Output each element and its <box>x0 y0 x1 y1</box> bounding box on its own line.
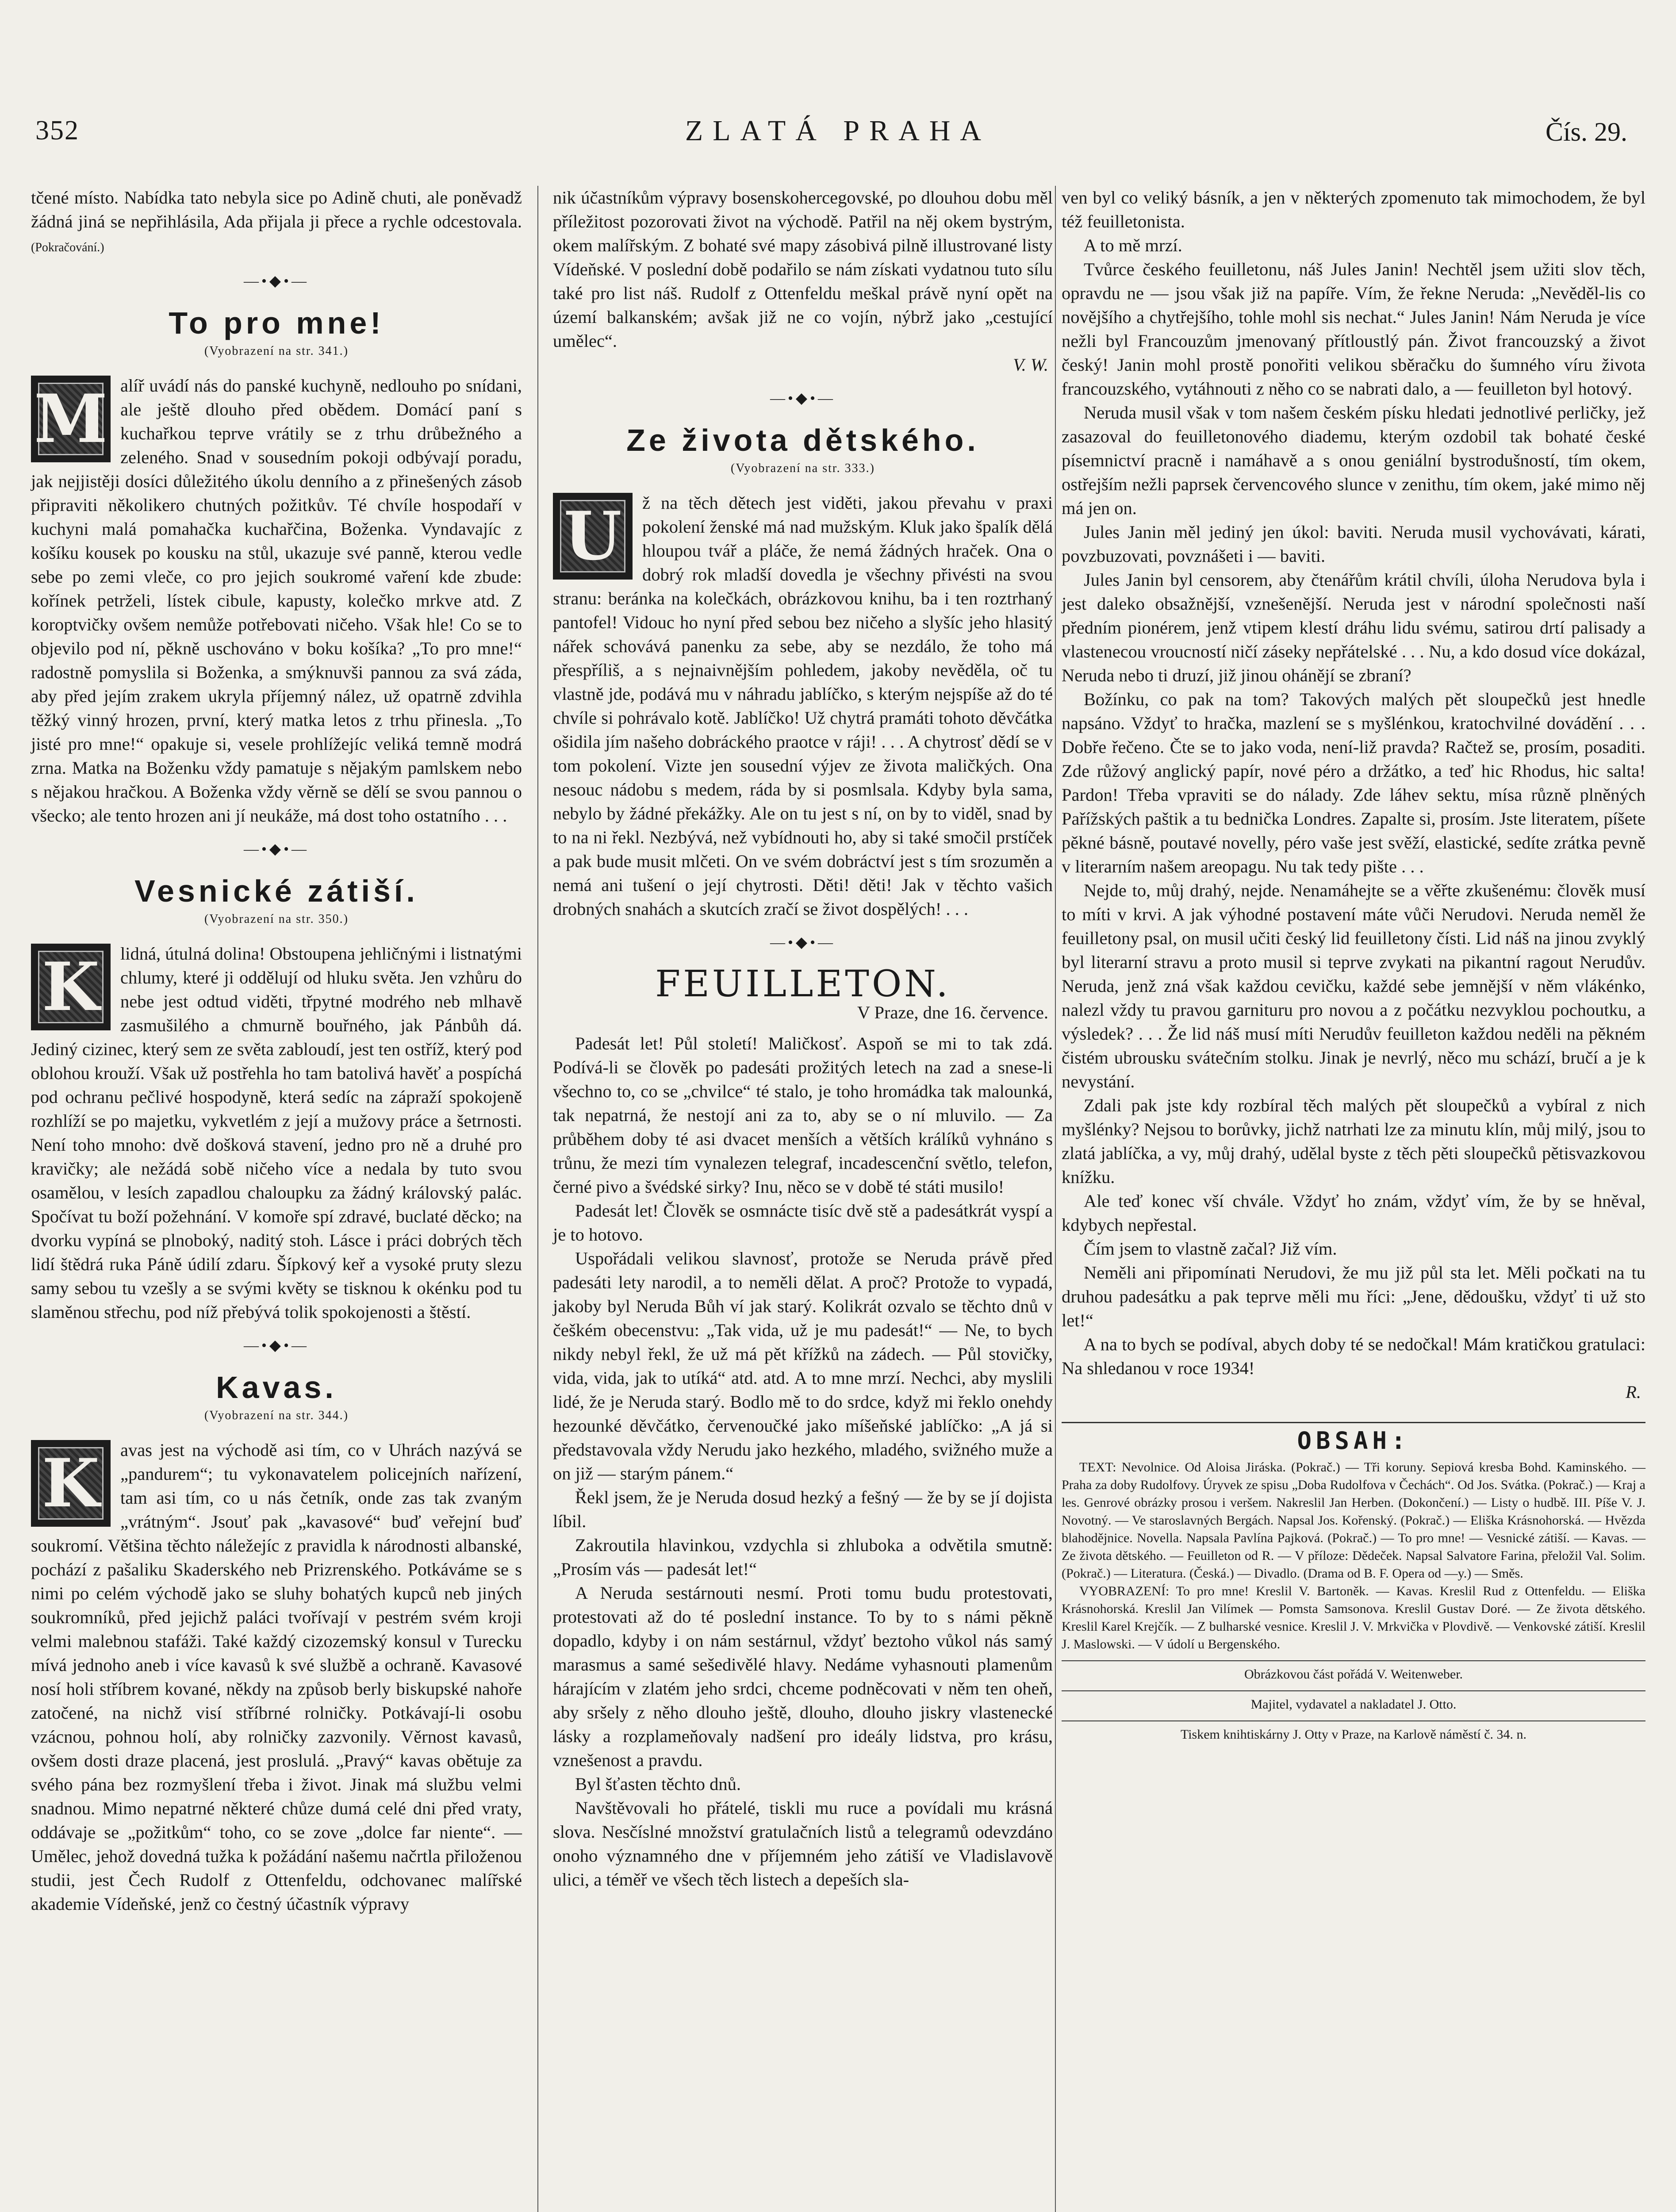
ornament-divider: —•◆•— <box>244 273 309 289</box>
feuilleton-title: FEUILLETON. <box>655 963 951 1005</box>
section-subtitle: (Vyobrazení na str. 333.) <box>730 461 875 475</box>
article-continuation: nik účastníkům výpravy bosenskohercegovské, po dlouhou dobu měl příležitost pozorovati život na východě. Patřil na něj okem bystrým, okem malířským. Z bohaté své mapy zásobivá pilně illustrované listy Vídeňské. V poslední době podařilo se nám získati vydatnou tuto sílu také pro list náš. Rudolf z Ottenfeldu meškal právě nyní opět na území balkanském; avšak již ne co vojín, nýbrž jako „cestující umělec“. <box>553 188 1053 351</box>
feuilleton-paragraph: Tvůrce českého feuilletonu, náš Jules Janin! Nechtěl jsem užiti slov těch, opravdu ne — jsou však již na papíře. Vím, že řekne Neruda: „Nevěděl-lis co novějšího a chytřejšího, tohle mohl sis nechat.“ Jules Janin! Nám Neruda je více nežli byl Francouzům jmenovaný přítloustlý pán. Život francouzský a život český! Janin mohl prostě ponořiti velikou sběračku do šumného víru života francouzského, vytáhnouti z něho co se nabrati dalo, a — feuilleton byl hotový. <box>1062 259 1645 399</box>
section-subtitle: (Vyobrazení na str. 341.) <box>204 344 349 358</box>
ornament-divider: —•◆•— <box>244 841 309 857</box>
feuilleton-paragraph: Padesát let! Člověk se osmnácte tisíc dvě stě a padesátkrát vyspí a je to hotovo. <box>553 1201 1053 1244</box>
ornament-divider: —•◆•— <box>770 390 836 407</box>
masthead-title: ZLATÁ PRAHA <box>685 115 991 147</box>
section-subtitle: (Vyobrazení na str. 344.) <box>204 1409 349 1422</box>
toc-editor-line: Obrázkovou část pořádá V. Weitenweber. <box>1062 1660 1645 1683</box>
section-subtitle: (Vyobrazení na str. 350.) <box>204 912 349 926</box>
feuilleton-paragraph: A to mě mrzí. <box>1084 235 1182 255</box>
feuilleton-paragraph: Čím jsem to vlastně začal? Již vím. <box>1084 1239 1337 1259</box>
feuilleton-paragraph: ven byl co veliký básník, a jen v některých zpomenuto tak mimochodem, že byl též feuilletonista. <box>1062 188 1645 231</box>
feuilleton-paragraph: Uspořádali velikou slavnosť, protože se Neruda právě před padesáti lety narodil, a to neměli dělat. A proč? Protože to vypadá, jakoby byl Neruda Bůh ví jak starý. Kolikrát ozvalo se těchto dnů v češkém obecenstvu: „Tak vida, už je mu padesát!“ — Ne, to bych nikdy nebyl řekl, že už má pět křížků na zádech. — Půl stovičky, vida, vida, jak to utíká“ atd. atd. A to mne mrzí. Nechci, aby myslili lidé, že je Neruda starý. Bodlo mě to do srdce, když mi řeklo onehdy hezounké děvčátko, červenoučké jako míšeňské jablíčko: „A já si představovala vždy Nerudu jako hezkého, mladého, svižného muže a on již — starým pánem.“ <box>553 1248 1053 1483</box>
feuilleton-paragraph: Neměli ani připomínati Nerudovi, že mu již půl sta let. Měli počkati na tu druhou padesátku a pak teprve měli mu říci: „Jene, dědoušku, vždyť ti už sto let!“ <box>1062 1263 1645 1330</box>
feuilleton-date: V Praze, dne 16. července. <box>857 1002 1048 1022</box>
feuilleton-paragraph: Řekl jsem, že je Neruda dosud hezký a fešný — že by se jí dojista líbil. <box>553 1487 1053 1531</box>
table-of-contents <box>1062 1422 1645 1743</box>
article-text: alíř uvádí nás do panské kuchyně, nedlouho po snídani, ale ještě dlouho před obědem. Domácí paní s kuchařkou teprve vrátily se z trhu drůbežného a zeleného. Snad v sousedním pokoji odbývají poradu, jak nejjistěji dosíci důležitého úkolu denního a z přinešených zásob připraviti několikero chutných požitkův. Té chvíle hospodaří v kuchyni malá pomahačka kuchařčina, Boženka. Vyndavajíc z košíku kousek po kousku na stůl, ukazuje své panně, kterou vedle sebe po zemi vleče, co pro jejich soukromé vaření kde zbude: kořínek petrželi, lístek cibule, kapusty, kolečko mrkve atd. Z koroptvičky ovšem nemůže potřebovati ničeho. Však hle! Co se to objevilo pod ní, pěkně uschováno v boku košíka? „To pro mne!“ radostně pomyslila si Boženka, a smýknuvši pannou za svá záda, aby před jejím zrakem ukryla příjemný nález, už opatrně zdvihla těžký vinný hrozen, první, který matka letos z trhu přinesla. „To jisté pro mne!“ opakuje si, vesele prohlížejíc veliká temně modrá zrna. Matka na Boženku vždy pamatuje s nějakým pamlskem nebo s nějakou hračkou. A Boženka vždy věrně se dělí se svou pannou o všecko; ale tento hrozen ani jí neukáže, má dost toho ostatního . . . <box>31 376 522 826</box>
page-header <box>35 111 1641 168</box>
article-text: avas jest na východě asi tím, co v Uhrách nazývá se „pandurem“; tu vykonavatelem policejních nařízení, tam asi tím, co u nás četník, onde zas tak zvaným „vrátným“. Jsouť pak „kavasové“ buď veřejní buď soukromí. Většina těchto náležejíc z pravidla k národnosti albanské, pochází z pašaliku Skaderského neb Prizrenského. Potkáváme se s nimi po celém východě jako se sluhy bohatých kupců neb jiných soukromníků, před jejichž paláci tvořívají v pestrém svém kroji velmi malebnou stafáži. Také každý cizozemský konsul v Turecku mívá jednoho aneb i více kavasů k své službě a ochraně. Kavasové nosí holi stříbrem kované, někdy na způsob berly biskupské nahoře zatočené, na nichž visí stříbrné rolničky. Potkávají-li osobu vzácnou, pohnou holí, aby rolničky zazvonily. Věrnost kavasů, ovšem dosti draze placená, jest proslulá. „Pravý“ kavas obětuje za svého pána bez rozmyšlení třeba i život. Jinak má službu velmi snadnou. Mimo nepatrné některé chůze dumá celé dni před vraty, oddávaje se „požitkům“ toho, co se zove „dolce far niente“. — Umělec, jehož dovedná tužka k požádání našemu načrtla přiloženou studii, jest Čech Rudolf z Ottenfeldu, odchovanec malířské akademie Vídeňské, jenž co čestný účastník výpravy <box>31 1440 522 1914</box>
drop-cap-initial: K <box>31 944 111 1030</box>
section-title: Ze života dětského. <box>626 423 979 457</box>
ornament-divider: —•◆•— <box>244 1337 309 1354</box>
toc-text-list: TEXT: Nevolnice. Od Aloisa Jiráska. (Pokrač.) — Tři koruny. Sepiová kresba Bohd. Kaminského. — Praha za doby Rudolfovy. Úryvek ze spisu „Doba Rudolfova v Čechách“. Od Jos. Svátka. (Pokrač.) — Kraj a les. Genrové obrázky prosou i veršem. Nakreslil Jan Herben. (Dokončení.) — Listy o hudbě. III. Píše V. J. Novotný. — Ve staroslavných Bergách. Napsal Jos. Kořenský. (Pokrač.) — Eliška Krásnohorská. — Hvězda blahodějnice. Novella. Napsala Pavlína Pajková. (Pokrač.) — To pro mne! — Vesnické zátiší. — Kavas. — Ze života dětského. — Feuilleton od R. — V příloze: Dědeček. Napsal Salvatore Farina, přeložil Val. Solim. (Pokrač.) — Literatura. (Česká.) — Divadlo. (Drama od B. F. Opera od —y.) — Směs. <box>1062 1460 1645 1581</box>
feuilleton-paragraph: Padesát let! Půl století! Maličkosť. Aspoň se mi to tak zdá. Podívá-li se člověk po padesáti prožitých letech na zad a snese-li všechno to, co se „chvilce“ té stalo, je toho hromádka tak malounká, tak nepatrná, že nestojí ani za to, aby se o ní mluvilo. — Za průběhem doby té asi dvacet menších a větších králíků vyhnáno s trůnu, že mezi tím vynalezen telegraf, incadescenční světlo, telefon, černé pivo a švédské sirky? Inu, něco se v době té státi musilo! <box>553 1033 1053 1197</box>
column-2 <box>553 186 1053 1892</box>
issue-number: Čís. 29. <box>1545 117 1627 146</box>
feuilleton-paragraph: Ale teď konec vší chvále. Vždyť ho znám, vždyť vím, že by se hněval, kdybych nepřestal. <box>1062 1191 1645 1235</box>
drop-cap-initial: M <box>31 376 111 462</box>
column-divider <box>537 186 538 2212</box>
feuilleton-paragraph: A Neruda sestárnouti nesmí. Proti tomu budu protestovati, protestovati až do té poslední instance. To by to s námi pěkně dopadlo, kdyby i on nám sestárnul, vždyť beztoho vůkol nás samý marasmus a samé sešedivělé hlavy. Nedáme vyhasnouti plamenům hárajícím v zlatém jeho srdci, chceme podněcovati v něm ten oheň, aby sršely z něho dlouho ještě, dlouho, dlouho jiskry vlastenecké lásky a rozplameňovaly nadšení pro ideály lidstva, pro krásu, vznešenost a pravdu. <box>553 1583 1053 1770</box>
toc-heading: OBSAH: <box>1297 1427 1410 1455</box>
article-text: lidná, útulná dolina! Obstoupena jehličnými i listnatými chlumy, které ji oddělují od hluku světa. Jen vzhůru do nebe jest odtud viděti, třpytné modrého neb mlhavě zasmušilého a chmurně bouřného, jak Pánbůh dá. Jediný cizinec, který sem ze světa zabloudí, jest ten ostříž, který pod oblohou krouží. Však už postřehla ho tam batolivá havěť a pospíchá pod ochranu pečlivé hospodyně, která sedíc na zápraží spokojeně rozhlíží se po majetku, vykvetlém z její a mužovy práce a šetrnosti. Není toho mnoho: dvě došková stavení, jedno pro ně a druhé pro kravičky; ale nežádá sobě ničeho více a nedala by tuto svou osamělou, v lesích zapadlou chaloupku za žádný královský palác. Spočívat tu boží požehnání. V komoře spí zdravé, buclaté děcko; na dvorku vypíná se plnoboký, naditý stoh. Lásce i práci dobrých těch lidí štědrá ruka Páně údilí zdaru. Šípkový keř a vysoké pruty slezu samy sebou tu vzešly a se svými květy se tisknou k okénku pod tu slaměnou střechu, pod níž přebývá tolik spokojenosti a štěstí. <box>31 944 522 1322</box>
feuilleton-signature: R. <box>1626 1382 1641 1402</box>
column-1 <box>31 186 522 1916</box>
column-divider <box>1055 186 1056 2212</box>
feuilleton-paragraph: Navštěvovali ho přátelé, tiskli mu ruce a povídali mu krásná slova. Nesčíslné množství gratulačních listů a telegramů odevzdáno onoho významného dne v příjemném jeho zátiší ve Vladislavově ulici, a téměř ve všech těch listech a depeších sla- <box>553 1798 1053 1889</box>
article-continuation: tčené místo. Nabídka tato nebyla sice po Adině chuti, ale poněvadž žádná jiná se nepřihlásila, Ada přijala ji přece a rychle odcestovala. (Pokračování.) <box>31 188 522 254</box>
page-number: 352 <box>35 115 79 146</box>
article-text: ž na těch dětech jest viděti, jakou převahu v praxi pokolení ženské má nad mužským. Kluk jako špalík dělá hloupou tvář a pláče, že nemá žádných hraček. Ona o dobrý rok mladší dovedla je všechny přivésti na svou stranu: beránka na kolečkách, obrázkovou knihu, ba i ten roztrhaný pantofel! Vidouc ho nyní před sebou bez ničeho a slyšíc jeho hlasitý nářek schovává panenku za sebe, aby se nezdálo, že toho má přespříliš, a s nejnaivnějším pohledem, jakoby nevěděla, oč tu vlastně jde, podává mu v náhradu jablíčko, s kterým nejspíše až do té chvíle si pohrávalo kotě. Jablíčko! Už chytrá pramáti tohoto děvčátka ošidila jím našeho dobráckého praotce v ráji! . . . A chytrosť dědí se v tom pokolení. Vizte jen sousední výjev ze života maličkých. Ona nesouc nádobu s medem, ráda by si posmlsala. Kdyby byla sama, nebylo by žádné překážky. Ale on tu jest s ní, on by to viděl, snad by to na ni řekl. Nezbývá, než vybídnouti ho, aby si také smočil prstíček a pak bude musit mlčeti. On ve svém dobráctví jest s tím srozuměn a nemá ani tušení o její chytrosti. Děti! děti! Jak v těchto vašich drobných snahách a skutcích zračí se život dospělých! . . . <box>553 493 1053 919</box>
drop-cap-initial: K <box>31 1440 111 1527</box>
drop-cap-initial: U <box>553 493 633 580</box>
toc-publisher-line: Majitel, vydavatel a nakladatel J. Otto. <box>1062 1690 1645 1713</box>
feuilleton-paragraph: Jules Janin měl jediný jen úkol: baviti. Neruda musil vychovávati, kárati, povzbuzovati, povznášeti i — baviti. <box>1062 522 1645 566</box>
feuilleton-paragraph: A na to bych se podíval, abych doby té se nedočkal! Mám kratičkou gratulaci: Na shledanou v roce 1934! <box>1062 1334 1645 1378</box>
ornament-divider: —•◆•— <box>770 934 836 951</box>
column-3 <box>1062 186 1645 1743</box>
feuilleton-paragraph: Byl šťasten těchto dnů. <box>575 1774 741 1794</box>
section-title: Vesnické zátiší. <box>134 874 418 908</box>
toc-images-list: VYOBRAZENÍ: To pro mne! Kreslil V. Bartoněk. — Kavas. Kreslil Rud z Ottenfeldu. — Eliška Krásnohorská. Kreslil Jan Vilímek — Pomsta Samsonova. Kreslil Gustav Doré. — Ze života dětského. Kreslil Karel Krejčík. — Z bulharské vesnice. Kreslil J. V. Mrkvička v Plovdivě. — Venkovské zátiší. Kreslil J. Maslowski. — V údolí u Bergenského. <box>1062 1584 1645 1651</box>
feuilleton-paragraph: Neruda musil však v tom našem českém písku hledati jednotlivé perličky, jež zasazoval do feuilletonového diademu, kterým ozdobil tak bohaté české písemnictví pracně i namáhavě a s onou geniální bystrodušností, tím okem, ostřejším nežli paprsek červencového slunce v zenithu, tím okem, jaké mimo něj má jen on. <box>1062 403 1645 518</box>
toc-printer-line: Tiskem knihtiskárny J. Otty v Praze, na Karlově náměstí č. 34. n. <box>1062 1720 1645 1743</box>
author-signature: V. W. <box>1013 355 1048 375</box>
section-title: Kavas. <box>216 1370 337 1405</box>
feuilleton-paragraph: Zakroutila hlavinkou, vzdychla si zhluboka a odvětila smutně: „Prosím vás — padesát let!“ <box>553 1535 1053 1579</box>
feuilleton-paragraph: Zdali pak jste kdy rozbíral těch malých pět sloupečků a vybíral z nich myšlénky? Nejsou to borůvky, jichž natrhati lze za minutu klín, můj milý, jsou to zlatá jablíčka, a vy, můj drahý, udělal byste z těch pěti sloupečků pětisvazkovou knížku. <box>1062 1095 1645 1187</box>
feuilleton-paragraph: Jules Janin byl censorem, aby čtenářům krátil chvíli, úloha Nerudova byla i jest daleko obsažnější, vznešenější. Neruda jest v národní společnosti naší předním pionérem, jenž vtipem klestí dráhu lidu svému, satirou drtí palisady a vlastenecou vroucností ničí záseky nepřátelské . . . Nu, a kdo dosud více dokázal, Neruda nebo ti druzí, již jinou ohánějí se zbraní? <box>1062 570 1645 685</box>
section-title: To pro mne! <box>169 306 384 340</box>
feuilleton-paragraph: Božínku, co pak na tom? Takových malých pět sloupečků jest hnedle napsáno. Vždyť to hračka, mazlení se s myšlénkou, kratochvilné dovádění . . . Dobře řečeno. Čte se to jako voda, není-liž pravda? Račtež se, prosím, posaditi. Zde růžový anglický papír, nové péro a držátko, a teď hic Rhodus, hic salta! Pardon! Třeba vpraviti se do nálady. Zde láhev sektu, mísa různě plněných Pařížských paštik a tu bednička Londres. Zapalte si, prosím. Jste literatem, píšete pěkné básně, poutavé novelly, péro vaše jest svěží, elastické, sedíte zrátka pevně v literarním našem areopagu. Nu tak tedy pište . . . <box>1062 689 1645 876</box>
feuilleton-paragraph: Nejde to, můj drahý, nejde. Nenamáhejte se a věřte zkušenému: člověk musí to míti v krvi. A jak výhodné postavení máte vůči Nerudovi. Neruda neměl že feuilletony psal, on musil učiti český lid feuilletony čísti. Lid náš na jinou zvyklý byl literarní stravu a proto musil si teprve zvykati na pikantní ragout Nerudův. Neruda, jenž zná však každou cevičku, každé sebe jemnější v něm vlákénko, nalezl vždy tu pravou garnituru pro novou a z počátku nezvyklou pochoutku, a výsledek? . . . Že lid náš musí míti Nerudův feuilleton každou neděli na pěkném čistém ubrousku svátečním stolku. Jinak je nevrlý, něco mu schází, bručí a je k nevystání. <box>1062 880 1645 1091</box>
